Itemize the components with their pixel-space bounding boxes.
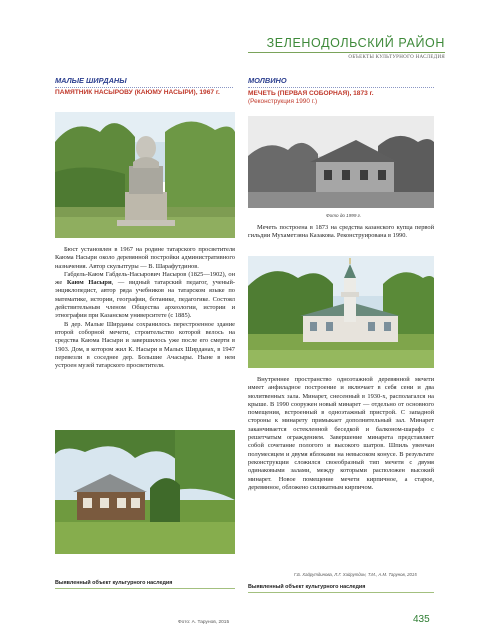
- right-paragraph-1: Мечеть построена в 1873 на средства казанского купца первой гильдии Мухаметзяна Казакова. Реконструирована в 1990.: [248, 224, 434, 240]
- photo-credit: Фото: А. Тарунов, 2015: [178, 620, 230, 625]
- highlighted-name: Каюм Насыри: [66, 279, 112, 287]
- left-article-text: [55, 246, 235, 370]
- page-number: 435: [413, 614, 430, 625]
- left-heritage-divider: [55, 588, 235, 589]
- right-object-title: МЕЧЕТЬ (ПЕРВАЯ СОБОРНАЯ), 1873 г.: [248, 90, 374, 97]
- right-paragraph-2: Внутреннее пространство одноэтажной деревянной мечети имеет анфиладное построение и включает в себя сени и два молитвенных зала. Минарет, снесенный в 1930-х, располагался на крыше. В 1990 сооружен новый минарет — отдельно от основного помещения, встроенный в одноэтажный пристрой. С западной стороны к минарету примыкает дополнительный зал. Минарет заканчивается остекленной беседкой и балконом-шарафэ с решетчатым ограждением. Завершение минарета представляет собой сочетание пологого и высокого шатров. Шпиль увенчан полумесяцем и двумя яблоками на невысоком конусе. В результате реконструкции сложился своеобразный тип мечети с двумя одинаковыми залами, между которыми расположен высокий минарет. Новое помещение мечети кирпичное, а старое, деревянное, обложено силикатным кирпичом.: [248, 376, 434, 491]
- left-paragraph-1: Бюст установлен в 1967 на родине татарского просветителя Каюма Насыри около деревянной постройки административного назначения. Автор скульптуры — В. Шарафутдинов.: [55, 246, 235, 270]
- left-paragraph-3: В дер. Малые Ширданы сохранилось перестроенное здание второй соборной мечети, строительство которой велось на средства Каюма Насыри и завершилось уже после его смерти в 1903. Дом, в котором жил К. Насыри в Малых Ширданах, в 1947 перевезли в соседнее дер. Большие Ачасыры. Ныне в нем устроен музей татарского просветителя.: [55, 320, 235, 370]
- right-article-text: [248, 376, 434, 492]
- section-subtitle: ОБЪЕКТЫ КУЛЬТУРНОГО НАСЛЕДИЯ: [348, 55, 445, 60]
- right-label-divider: [248, 87, 434, 88]
- monument-photo: [55, 112, 235, 238]
- mosque-minaret-photo: [248, 256, 434, 368]
- right-intro-text: [248, 224, 434, 241]
- left-object-title: ПАМЯТНИК НАСЫРОВУ (КАЮМУ НАСЫРИ), 1967 г.: [55, 89, 220, 96]
- museum-house-photo: [55, 430, 235, 554]
- left-paragraph-2: Габдель-Каюм Габдель-Насырович Насыров (1825—1902), он же Каюм Насыри, — видный татарский педагог, ученый-энциклопедист, автор ряда учебников на татарском языке по математике, истории, географии, ботанике, педагогике. Состоял действительным членом Общества археологии, истории и этнографии при Казанском университете (с 1885).: [55, 270, 235, 320]
- section-title: ЗЕЛЕНОДОЛЬСКИЙ РАЙОН: [266, 36, 445, 50]
- text-credits: Г.Б. Хайрутдинова, Л.Г. Хайрутдин, Т.М., А.М. Тарунов, 2015: [294, 572, 417, 577]
- left-village-label: МАЛЫЕ ШИРДАНЫ: [55, 76, 127, 85]
- right-village-label: МОЛВИНО: [248, 76, 287, 85]
- right-heritage-status: Выявленный объект культурного наследия: [248, 584, 366, 590]
- old-mosque-photo: [248, 116, 434, 208]
- right-object-subtitle: (Реконструкция 1990 г.): [248, 98, 318, 105]
- header-divider: [248, 52, 445, 53]
- right-heritage-divider: [248, 592, 434, 593]
- old-photo-caption: Фото до 1999 г.: [326, 213, 362, 218]
- left-heritage-status: Выявленный объект культурного наследия: [55, 580, 173, 586]
